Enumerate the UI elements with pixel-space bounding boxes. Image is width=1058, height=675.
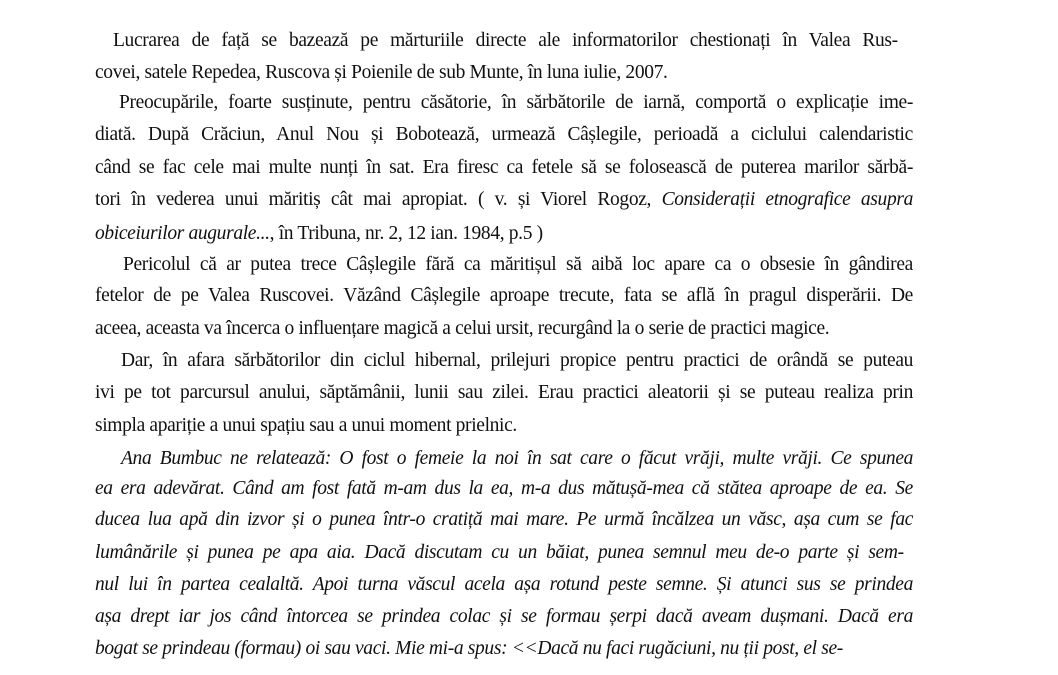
text-line xyxy=(95,383,913,403)
text-run: simpla apariție a unui spațiu sau a unui moment prielnic. xyxy=(95,415,517,437)
italic-text-run: Considerații etnografice asupra xyxy=(661,189,913,211)
text-run: Preocupările, foarte susținute, pentru căsătorie, în sărbătorile de iarnă, comportă o explicație ime- xyxy=(119,92,913,114)
italic-text-run: ea era adevărat. Când am fost fată m-am dus la ea, m-a dus mătușă-mea că stătea aproape de ea. Se xyxy=(95,478,913,500)
text-line xyxy=(95,125,913,145)
italic-text-run: lumânările și punea pe apa aia. Dacă discutam cu un băiat, punea semnul meu de-o parte și sem- xyxy=(95,542,904,564)
text-line xyxy=(95,607,913,627)
text-line xyxy=(95,286,913,306)
text-line xyxy=(119,93,913,113)
italic-text-run: nul lui în partea cealaltă. Apoi turna văscul acela așa rotund peste semne. Și atunci sus se prindea xyxy=(95,574,913,596)
text-run: Lucrarea de față se bazează pe mărturiile directe ale informatorilor chestionați în Valea Rus- xyxy=(113,30,898,52)
text-run: Pericolul că ar putea trece Câșlegile fără ca măritișul să aibă loc apare ca o obsesie în gândirea xyxy=(123,254,913,276)
text-line xyxy=(123,255,913,275)
text-line xyxy=(95,575,913,595)
text-line xyxy=(95,190,913,210)
italic-text-run: așa drept iar jos când întorcea se prindea colac și se formau șerpi dacă aveam dușmani. Dacă era xyxy=(95,606,913,628)
text-run: ivi pe tot parcursul anului, săptămânii, lunii sau zilei. Erau practici aleatorii și se puteau realiza prin xyxy=(95,382,913,404)
italic-text-run: obiceiurilor augurale... xyxy=(95,223,270,245)
italic-text-run: bogat se prindeau (formau) oi sau vaci. Mie mi-a spus: <<Dacă nu faci rugăciuni, nu ții post, el se- xyxy=(95,638,843,660)
text-line xyxy=(95,416,517,436)
text-line xyxy=(95,63,668,83)
text-line xyxy=(95,510,913,530)
text-line xyxy=(95,639,843,659)
text-run: Dar, în afara sărbătorilor din ciclul hibernal, prilejuri propice pentru practici de orândă se puteau xyxy=(121,350,914,372)
text-line xyxy=(95,543,904,563)
text-run: diată. După Crăciun, Anul Nou și Bobotează, urmează Câșlegile, perioadă a ciclului calendaristic xyxy=(95,124,913,146)
text-run: aceea, aceasta va încerca o influențare magică a celui ursit, recurgând la o serie de practici magice. xyxy=(95,318,830,340)
text-run: covei, satele Repedea, Ruscova și Poienile de sub Munte, în luna iulie, 2007. xyxy=(95,62,668,84)
text-line xyxy=(95,158,913,178)
text-line xyxy=(95,479,913,499)
text-line xyxy=(95,319,829,339)
text-run: când se fac cele mai multe nunți în sat. Era firesc ca fetele să se folosească de puterea marilor sărbă- xyxy=(95,157,913,179)
text-line xyxy=(113,31,898,51)
text-run: tori în vederea unui măritiș cât mai apropiat. ( v. și Viorel Rogoz, xyxy=(95,189,662,211)
text-line xyxy=(121,449,913,469)
text-line xyxy=(95,224,543,244)
italic-text-run: Ana Bumbuc ne relatează: O fost o femeie la noi în sat care o făcut vrăji, multe vrăji. Ce spunea xyxy=(121,448,914,470)
text-run: fetelor de pe Valea Ruscovei. Văzând Câșlegile aproape trecute, fata se află în pragul disperării. De xyxy=(95,285,913,307)
text-line xyxy=(121,351,913,371)
text-run: , în Tribuna, nr. 2, 12 ian. 1984, p.5 ) xyxy=(269,223,543,245)
italic-text-run: ducea lua apă din izvor și o punea într-o cratiță mai mare. Pe urmă încălzea un văsc, așa cum se fac xyxy=(95,509,914,531)
